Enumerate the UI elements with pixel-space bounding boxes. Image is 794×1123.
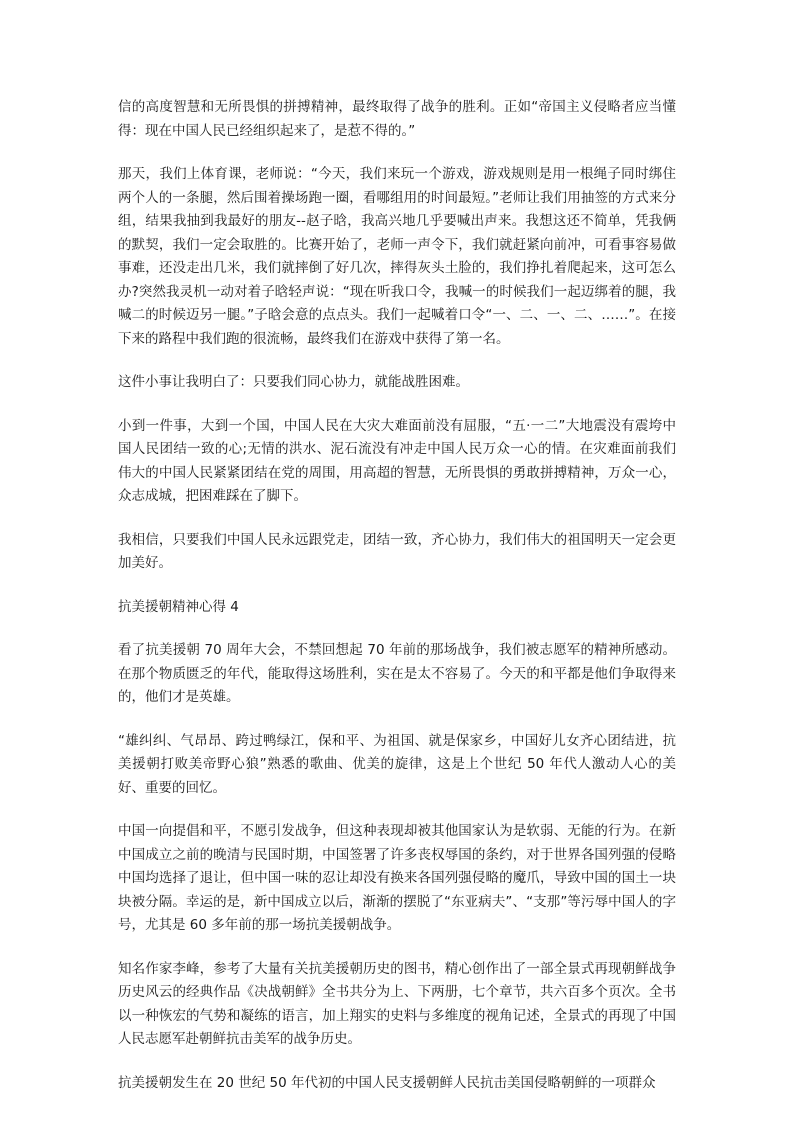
section-paragraph-3: 中国一向提倡和平，不愿引发战争，但这种表现却被其他国家认为是软弱、无能的行为。在新中国成立之前的晚清与民国时期，中国签署了许多丧权辱国的条约，对于世界各国列强的侵略中国均选择了退让，但中国一味的忍让却没有换来各国列强侵略的魔爪，导致中国的国土一块块被分隔。幸运的是，新中国成立以后，渐渐的摆脱了“东亚病夫”、“支那”等污辱中国人的字号，尤其是 60 多年前的那一场抗美援朝战争。 <box>118 823 676 933</box>
document-page <box>118 96 676 1115</box>
section-paragraph-1: 看了抗美援朝 70 周年大会，不禁回想起 70 年前的那场战争，我们被志愿军的精神所感动。在那个物质匮乏的年代，能取得这场胜利，实在是太不容易了。今天的和平都是他们争取得来的，他们才是英雄。 <box>118 642 676 705</box>
paragraph-4: 小到一件事，大到一个国，中国人民在大灾大难面前没有屈服，“五·一二”大地震没有震垮中国人民团结一致的心;无情的洪水、泥石流没有冲走中国人民万众一心的情。在灾难面前我们伟大的中国人民紧紧团结在党的周围，用高超的智慧，无所畏惧的勇敢拼搏精神，万众一心，众志成城，把困难踩在了脚下。 <box>118 417 676 504</box>
paragraph-1: 信的高度智慧和无所畏惧的拼搏精神，最终取得了战争的胜利。正如“帝国主义侵略者应当懂得：现在中国人民已经组织起来了，是惹不得的。” <box>118 99 676 139</box>
section-paragraph-5: 抗美援朝发生在 20 世纪 50 年代初的中国人民支援朝鲜人民抗击美国侵略朝鲜的一项群众 <box>118 1074 656 1091</box>
paragraph-5: 我相信，只要我们中国人民永远跟党走，团结一致，齐心协力，我们伟大的祖国明天一定会更加美好。 <box>118 531 676 571</box>
section-paragraph-2: “雄纠纠、气昂昂、跨过鸭绿江，保和平、为祖国、就是保家乡，中国好儿女齐心团结进，抗美援朝打败美帝野心狼”熟悉的歌曲、优美的旋律，这是上个世纪 50 年代人激动人心的美好、重要的回忆。 <box>118 732 676 796</box>
paragraph-2: 那天，我们上体育课，老师说：“今天，我们来玩一个游戏，游戏规则是用一根绳子同时绑住两个人的一条腿，然后围着操场跑一圈，看哪组用的时间最短。”老师让我们用抽签的方式来分组，结果我抽到我最好的朋友--赵子晗，我高兴地几乎要喊出声来。我想这还不简单，凭我俩的默契，我们一定会取胜的。比赛开始了，老师一声令下，我们就赶紧向前冲，可看事容易做事难，还没走出几米，我们就摔倒了好几次，摔得灰头土脸的，我们挣扎着爬起来，这可怎么办?突然我灵机一动对着子晗轻声说：“现在听我口令，我喊一的时候我们一起迈绑着的腿，我喊二的时候迈另一腿。”子晗会意的点点头。我们一起喊着口令“一、二、一、二、……”。在接下来的路程中我们跑的很流畅，最终我们在游戏中获得了第一名。 <box>118 166 676 347</box>
paragraph-3: 这件小事让我明白了：只要我们同心协力，就能战胜困难。 <box>118 374 469 390</box>
section-heading: 抗美援朝精神心得 4 <box>118 598 239 615</box>
section-paragraph-4: 知名作家李峰，参考了大量有关抗美援朝历史的图书，精心创作出了一部全景式再现朝鲜战争历史风云的经典作品《决战朝鲜》全书共分为上、下两册，七个章节，共六百多个页次。全书以一种恢宏的气势和凝练的语言，加上翔实的史料与多维度的视角记述，全景式的再现了中国人民志愿军赴朝鲜抗击美军的战争历史。 <box>118 960 676 1047</box>
